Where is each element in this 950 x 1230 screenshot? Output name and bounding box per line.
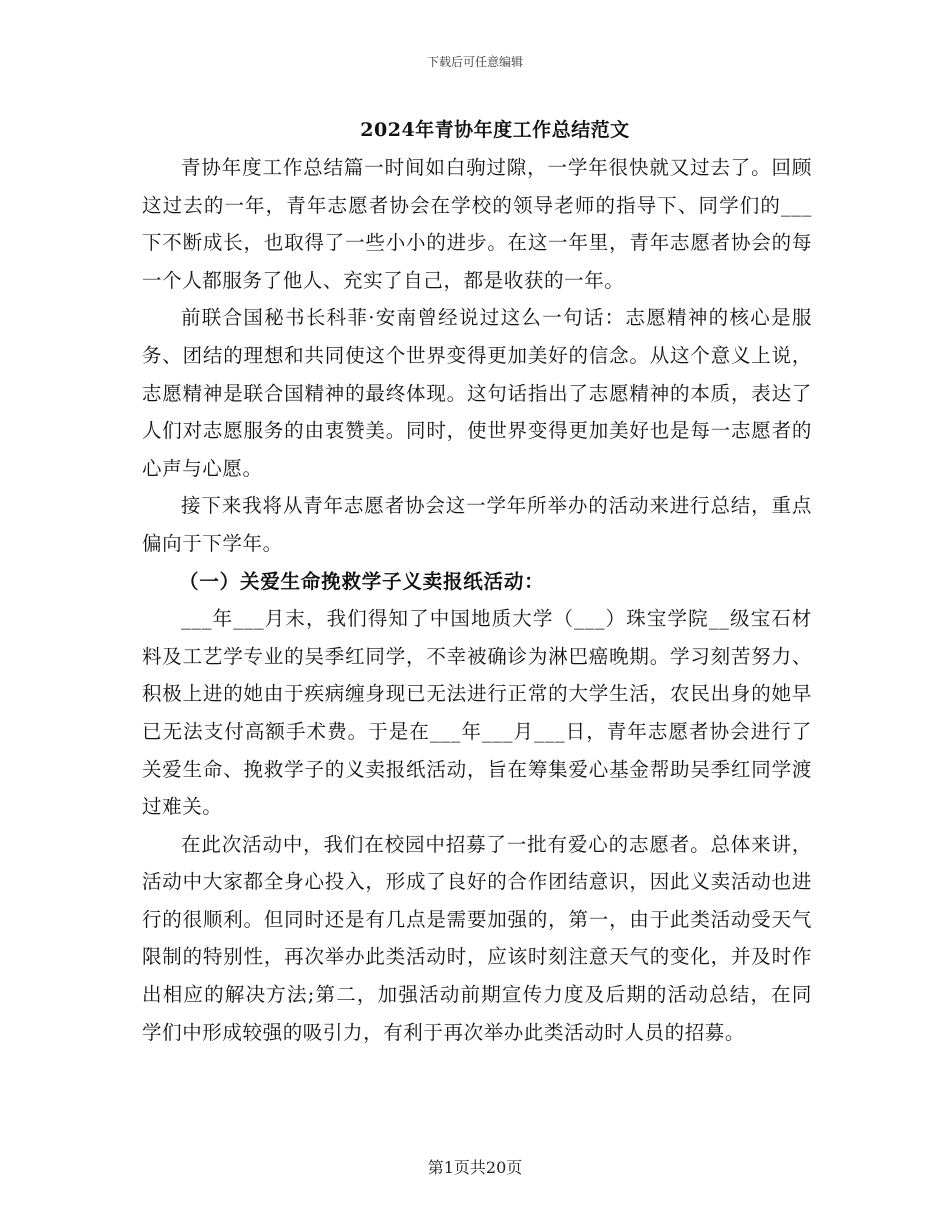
page-header-note: 下载后可任意编辑 xyxy=(426,55,523,69)
paragraph-annan-quote: 前联合国秘书长科菲·安南曾经说过这么一句话：志愿精神的核心是服务、团结的理想和共同使这个世界变得更加美好的信念。从这个意义上说，志愿精神是联合国精神的最终体现。这句话指出了志愿精神的本质，表达了人们对志愿服务的由衷赞美。同时，使世界变得更加美好也是每一志愿者的心声与心愿。 xyxy=(142,306,812,480)
document-body xyxy=(142,149,812,1051)
paragraph-activity-review: 在此次活动中，我们在校园中招募了一批有爱心的志愿者。总体来讲，活动中大家都全身心投入，形成了良好的合作团结意识，因此义卖活动也进行的很顺利。但同时还是有几点是需要加强的，第一，由于此类活动受天气限制的特别性，再次举办此类活动时，应该时刻注意天气的变化，并及时作出相应的解决方法;第二，加强活动前期宣传力度及后期的活动总结，在同学们中形成较强的吸引力，有利于再次举办此类活动时人员的招募。 xyxy=(142,832,812,1044)
document-title: 2024年青协年度工作总结范文 xyxy=(360,119,630,141)
paragraph-activity-background: ___年___月末，我们得知了中国地质大学（___）珠宝学院__级宝石材料及工艺学专业的吴季红同学，不幸被确诊为淋巴癌晚期。学习刻苦努力、积极上进的她由于疾病缠身现已无法进行正常的大学生活，农民出身的她早已无法支付高额手术费。于是在___年___月___日，青年志愿者协会进行了关爱生命、挽救学子的义卖报纸活动，旨在筹集爱心基金帮助吴季红同学渡过难关。 xyxy=(142,607,812,819)
page-number-indicator: 第1页共20页 xyxy=(427,1158,523,1177)
paragraph-summary-plan: 接下来我将从青年志愿者协会这一学年所举办的活动来进行总结，重点偏向于下学年。 xyxy=(142,494,812,555)
section-heading: （一）关爱生命挽救学子义卖报纸活动： xyxy=(179,569,545,593)
paragraph-intro: 青协年度工作总结篇一时间如白驹过隙，一学年很快就又过去了。回顾这过去的一年，青年志愿者协会在学校的领导老师的指导下、同学们的___下不断成长，也取得了一些小小的进步。在这一年里，青年志愿者协会的每一个人都服务了他人、充实了自己，都是收获的一年。 xyxy=(142,156,812,292)
